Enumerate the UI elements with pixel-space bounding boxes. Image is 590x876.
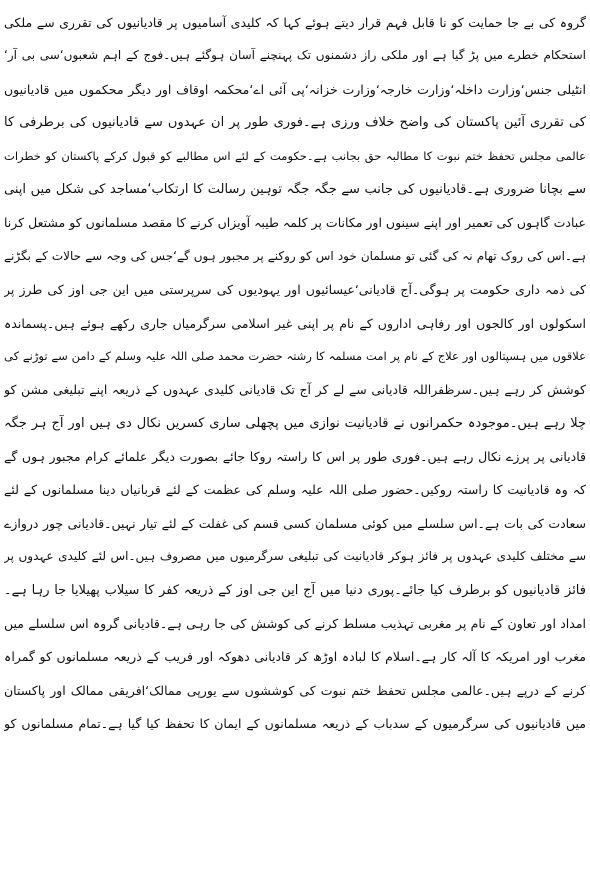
text-line-15: کہ وہ قادیانیت کا راستہ روکیں۔حضور صلی اللہ علیہ وسلم کی عظمت کے لئے قربانیاں دینا مسلمانوں کے لئے [4,482,586,498]
text-line-2: استحکام خطرے میں پڑ گیا ہے اور ملکی راز دشمنوں تک پہنچنے آسان ہوگئے ہیں۔فوج کے اہم شعبوں‘سی بی آر‘ [4,48,586,63]
text-line-20: مغرب اور امریکہ کا آلہ کار ہے۔اسلام کا لبادہ اوڑھ کر قادیانی دھوکہ اور فریب کے ذریعہ مسلمانوں کو گمراہ [4,649,586,665]
text-line-7: عبادت گاہوں کی تعمیر اور اپنے سینوں اور مکانات پر کلمہ طیبہ آویزاں کرنے کا مقصد مسلمانوں کو مشتعل کرنا [4,215,586,231]
text-line-21: کرنے کے درپے ہیں۔عالمی مجلس تحفظ ختم نبوت کی کوششوں سے یورپی ممالک‘افریقی ممالک اور پاکستان [4,682,586,698]
text-line-8: ہے۔اس کی روک تھام نہ کی گئی تو مسلمان خود اس کو روکنے پر مجبور ہوں گے‘جس کی وجہ سے حالات کے بگڑنے [4,248,586,263]
text-line-9: کی ذمہ داری حکومت پر ہوگی۔آج قادیانی‘عیسائیوں اور یہودیوں کی سرپرستی میں این جی اوز کی طرز پر [4,282,586,298]
text-line-1: گروہ کی بے جا حمایت کو نا قابل فہم قرار دیتے ہوئے کہا کہ کلیدی آسامیوں پر قادیانیوں کی تقرری سے ملکی [4,15,586,30]
article-text-block [4,6,586,741]
text-line-17: سے مختلف کلیدی عہدوں پر فائز ہوکر قادیانیت کی تبلیغی سرگرمیوں میں مصروف ہیں۔اس لئے کلیدی عہدوں پر [4,549,586,564]
text-line-11: علاقوں میں ہسپتالوں اور علاج کے نام پر امت مسلمہ کا رشتہ حضرت محمد صلی اللہ علیہ وسلم کے دامن سے توڑنے کی [4,348,586,363]
text-line-14: قادیانی پر پرزے نکال رہے ہیں۔فوری طور پر اس کا راستہ روکا جائے بصورت دیگر علمائے کرام مجبور ہوں گے [4,449,586,465]
text-line-6: سے بچانا ضروری ہے۔قادیانیوں کی جانب سے جگہ جگہ توہین رسالت کا ارتکاب‘مساجد کی شکل میں اپنی [4,181,586,197]
text-line-13: چلا رہے ہیں۔موجودہ حکمرانوں نے قادیانیت نوازی میں پچھلی ساری کسریں نکال دی ہیں اور آج ہر جگہ [4,415,586,431]
text-line-16: سعادت کی بات ہے۔اس سلسلے میں کوئی مسلمان کسی قسم کی غفلت کے لئے تیار نہیں۔قادیانی چور دروازے [4,515,586,531]
text-line-10: اسکولوں اور کالجوں اور رفاہی اداروں کے نام پر اپنی غیر اسلامی سرگرمیاں جاری رکھے ہوئے ہیں۔پسماندہ [4,315,586,331]
text-line-19: امداد اور تعاون کے نام پر مغربی تہذیب مسلط کرنے کی کوشش کی جا رہی ہے۔قادیانی گروہ اس سلسلے میں [4,616,586,632]
text-line-3: انٹیلی جنس‘وزارت داخلہ‘وزارت خارجہ‘وزارت خزانہ‘پی آئی اے‘محکمہ اوقاف اور دیگر محکموں میں قادیانیوں [4,81,586,97]
text-line-22: میں قادیانیوں کی سرگرمیوں کے سدباب کے ذریعہ مسلمانوں کے ایمان کا تحفظ کیا گیا ہے۔تمام مسلمانوں کو [4,716,586,732]
text-line-4: کی تقرری آئین پاکستان کی واضح خلاف ورزی ہے۔فوری طور پر ان عہدوں سے قادیانیوں کی برطرفی کا [4,115,586,131]
text-line-18: فائز قادیانیوں کو برطرف کیا جائے۔پوری دنیا میں آج این جی اوز کے ذریعہ کفر کا سیلاب پھیلایا جا رہا ہے۔ [4,582,586,598]
text-line-12: کوشش کر رہے ہیں۔سرظفراللہ قادیانی سے لے کر آج تک قادیانی کلیدی عہدوں کے ذریعہ اپنے تبلیغی مشن کو [4,382,586,398]
text-line-5: عالمی مجلس تحفظ ختم نبوت کا مطالبہ حق بجانب ہے۔حکومت کے لئے اس مطالبے کو قبول کرکے پاکستان کو خطرات [4,148,586,163]
